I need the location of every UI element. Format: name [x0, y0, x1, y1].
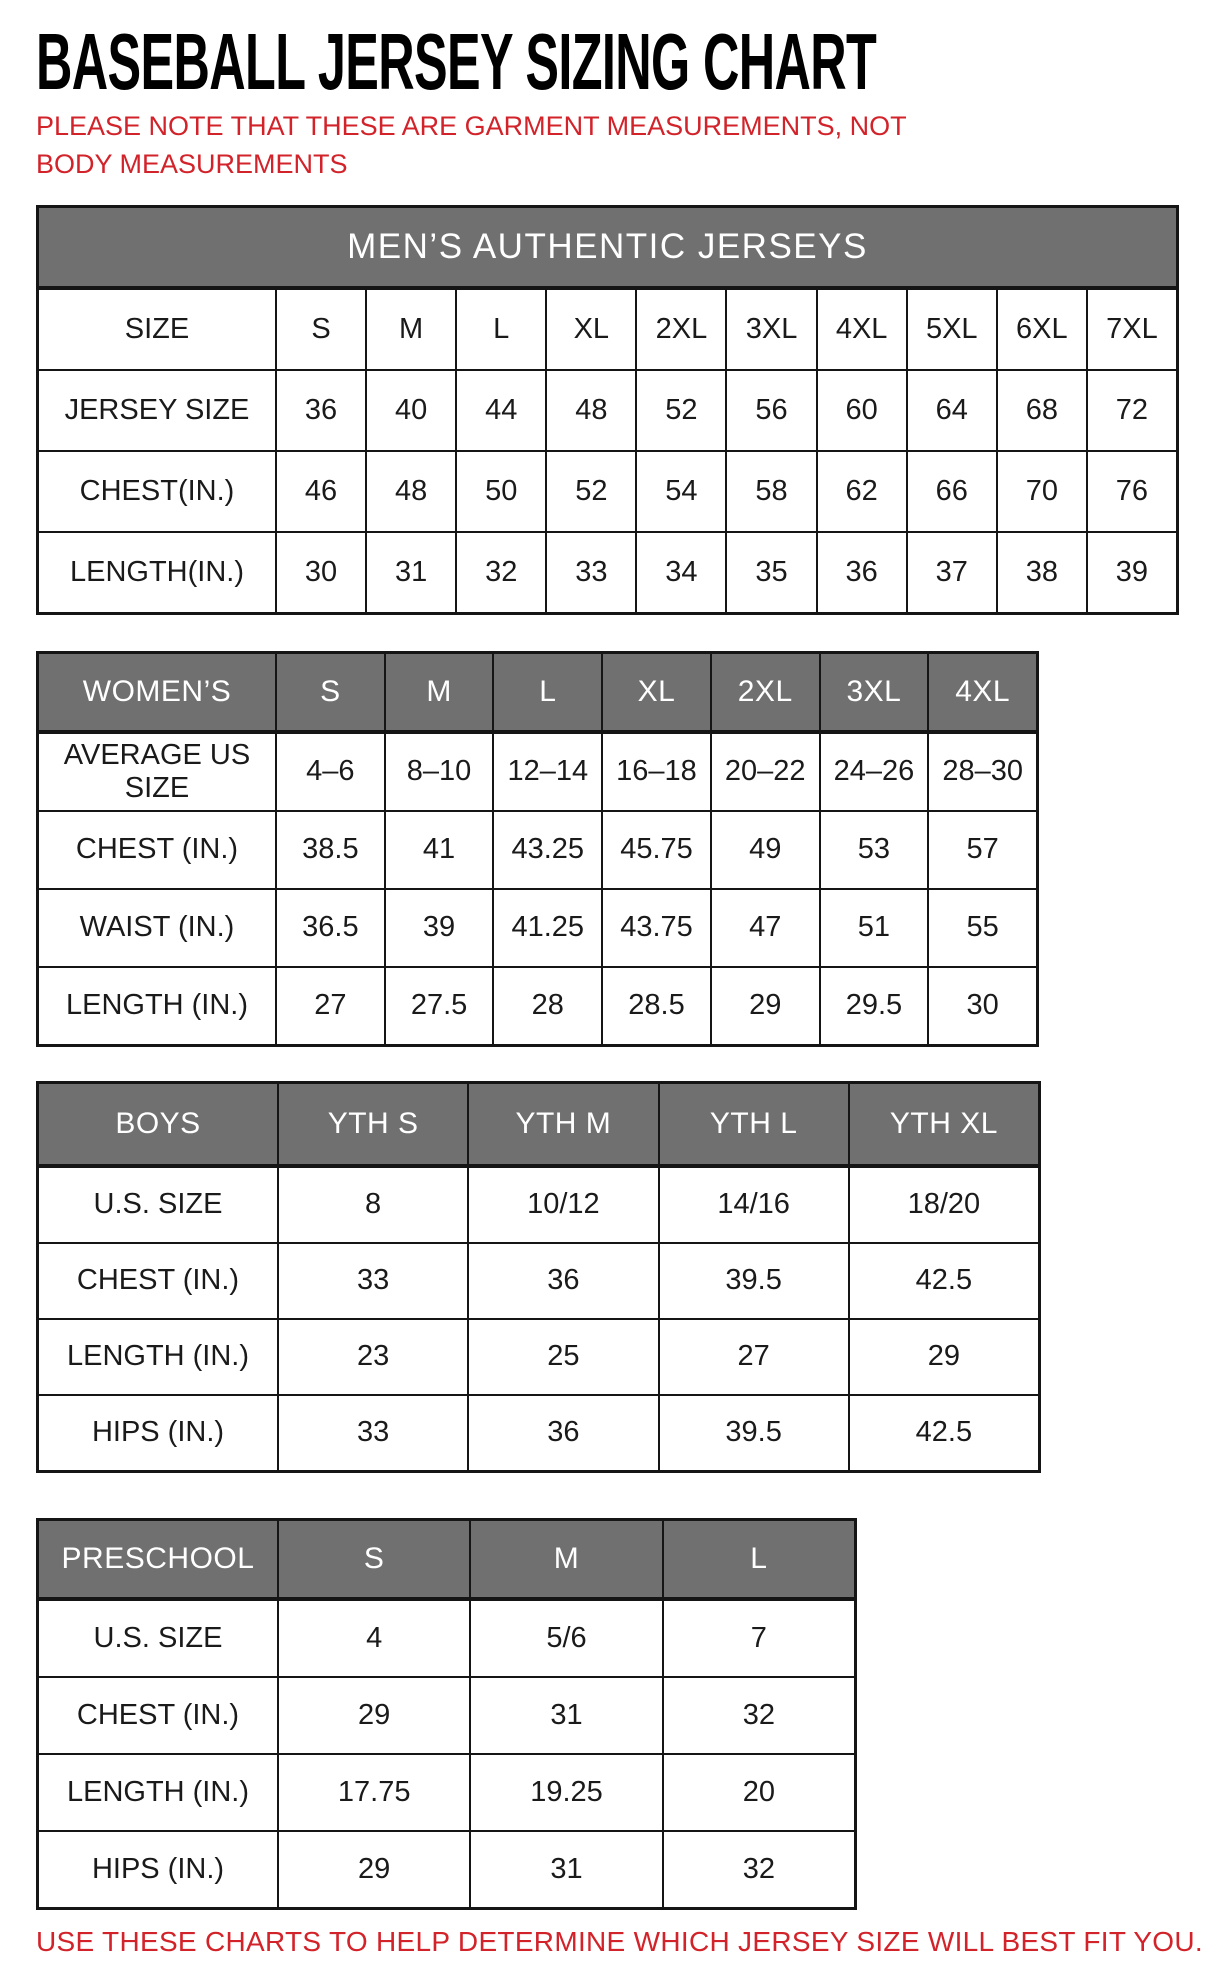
mens-row-2-label: CHEST(IN.) [38, 451, 276, 532]
mens-row-3-value-8: 38 [997, 532, 1087, 613]
womens-row-3-value-3: 28.5 [602, 967, 711, 1045]
preschool-row-0-value-2: 7 [663, 1600, 855, 1677]
mens-row-3-value-2: 32 [456, 532, 546, 613]
boys-row-0-value-2: 14/16 [659, 1167, 849, 1243]
womens-row-0-value-0: 4–6 [276, 733, 385, 811]
womens-row-1-value-4: 49 [711, 811, 820, 889]
womens-row-3-value-4: 29 [711, 967, 820, 1045]
preschool-row-0-value-1: 5/6 [470, 1600, 662, 1677]
preschool-row-0-label: U.S. SIZE [38, 1600, 278, 1677]
womens-row-2-label: WAIST (IN.) [38, 889, 276, 967]
boys-row-1-value-3: 42.5 [849, 1243, 1039, 1319]
mens-row-2-value-0: 46 [276, 451, 366, 532]
boys-row-3-value-1: 36 [468, 1395, 658, 1471]
mens-row-0-value-8: 6XL [997, 289, 1087, 370]
womens-row-3-value-5: 29.5 [820, 967, 929, 1045]
womens-header-size-5: 3XL [820, 653, 929, 733]
preschool-row-3-value-0: 29 [278, 1831, 470, 1908]
preschool-row-2-value-1: 19.25 [470, 1754, 662, 1831]
mens-row-1-value-2: 44 [456, 370, 546, 451]
mens-row-1-value-3: 48 [546, 370, 636, 451]
preschool-row-2-value-2: 20 [663, 1754, 855, 1831]
boys-row-0-value-3: 18/20 [849, 1167, 1039, 1243]
mens-row-3-value-7: 37 [907, 532, 997, 613]
womens-row-2-value-5: 51 [820, 889, 929, 967]
page-title [36, 17, 1220, 106]
boys-row-3-value-3: 42.5 [849, 1395, 1039, 1471]
mens-row-3-value-9: 39 [1087, 532, 1177, 613]
womens-row-2-value-0: 36.5 [276, 889, 385, 967]
footer-advice-text: USE THESE CHARTS TO HELP DETERMINE WHICH JERSEY SIZE WILL BEST FIT YOU. [36, 1926, 1203, 1958]
mens-row-2-value-8: 70 [997, 451, 1087, 532]
womens-row-3-value-1: 27.5 [385, 967, 494, 1045]
mens-row-2-value-3: 52 [546, 451, 636, 532]
mens-authentic-jerseys-table [36, 205, 1179, 615]
mens-row-1-value-8: 68 [997, 370, 1087, 451]
preschool-row-2-value-0: 17.75 [278, 1754, 470, 1831]
womens-row-2-value-2: 41.25 [493, 889, 602, 967]
womens-header-size-4: 2XL [711, 653, 820, 733]
womens-jerseys-table [36, 651, 1039, 1047]
mens-row-0-label: SIZE [38, 289, 276, 370]
womens-header-label: WOMEN’S [38, 653, 276, 733]
boys-row-3-value-2: 39.5 [659, 1395, 849, 1471]
mens-row-3-value-5: 35 [726, 532, 816, 613]
mens-row-2-value-2: 50 [456, 451, 546, 532]
preschool-row-2-label: LENGTH (IN.) [38, 1754, 278, 1831]
preschool-jerseys-table [36, 1518, 857, 1910]
preschool-row-3-label: HIPS (IN.) [38, 1831, 278, 1908]
womens-header-size-2: L [493, 653, 602, 733]
womens-header-size-3: XL [602, 653, 711, 733]
womens-row-0-value-4: 20–22 [711, 733, 820, 811]
mens-row-3-value-4: 34 [636, 532, 726, 613]
boys-row-1-value-2: 39.5 [659, 1243, 849, 1319]
boys-row-1-value-1: 36 [468, 1243, 658, 1319]
womens-row-1-value-0: 38.5 [276, 811, 385, 889]
mens-row-1-value-1: 40 [366, 370, 456, 451]
womens-row-1-value-6: 57 [928, 811, 1037, 889]
mens-row-1-value-0: 36 [276, 370, 366, 451]
mens-row-1-value-7: 64 [907, 370, 997, 451]
womens-row-1-value-1: 41 [385, 811, 494, 889]
mens-row-2-value-4: 54 [636, 451, 726, 532]
boys-row-2-value-1: 25 [468, 1319, 658, 1395]
page-title-text: BASEBALL JERSEY SIZING CHART [36, 17, 877, 106]
boys-row-0-label: U.S. SIZE [38, 1167, 278, 1243]
boys-row-0-value-0: 8 [278, 1167, 468, 1243]
mens-row-0-value-1: M [366, 289, 456, 370]
mens-row-2-value-1: 48 [366, 451, 456, 532]
mens-row-1-value-5: 56 [726, 370, 816, 451]
boys-row-3-label: HIPS (IN.) [38, 1395, 278, 1471]
womens-row-3-value-0: 27 [276, 967, 385, 1045]
mens-row-0-value-7: 5XL [907, 289, 997, 370]
womens-row-2-value-4: 47 [711, 889, 820, 967]
womens-row-0-label: AVERAGE US SIZE [38, 733, 276, 811]
mens-row-0-value-9: 7XL [1087, 289, 1177, 370]
womens-header-size-6: 4XL [928, 653, 1037, 733]
womens-row-2-value-1: 39 [385, 889, 494, 967]
womens-row-0-value-1: 8–10 [385, 733, 494, 811]
womens-row-3-value-2: 28 [493, 967, 602, 1045]
boys-row-2-value-3: 29 [849, 1319, 1039, 1395]
boys-row-1-value-0: 33 [278, 1243, 468, 1319]
preschool-row-0-value-0: 4 [278, 1600, 470, 1677]
mens-row-3-value-0: 30 [276, 532, 366, 613]
boys-row-2-value-0: 23 [278, 1319, 468, 1395]
preschool-row-1-label: CHEST (IN.) [38, 1677, 278, 1754]
mens-row-3-value-1: 31 [366, 532, 456, 613]
boys-header-size-2: YTH L [659, 1083, 849, 1167]
mens-row-3-value-6: 36 [817, 532, 907, 613]
womens-row-2-value-6: 55 [928, 889, 1037, 967]
preschool-header-size-1: M [470, 1520, 662, 1600]
mens-row-1-label: JERSEY SIZE [38, 370, 276, 451]
boys-row-1-label: CHEST (IN.) [38, 1243, 278, 1319]
boys-header-size-3: YTH XL [849, 1083, 1039, 1167]
mens-row-0-value-5: 3XL [726, 289, 816, 370]
mens-row-1-value-4: 52 [636, 370, 726, 451]
mens-row-1-value-9: 72 [1087, 370, 1177, 451]
boys-row-0-value-1: 10/12 [468, 1167, 658, 1243]
boys-row-2-label: LENGTH (IN.) [38, 1319, 278, 1395]
mens-row-0-value-0: S [276, 289, 366, 370]
boys-row-2-value-2: 27 [659, 1319, 849, 1395]
mens-row-0-value-6: 4XL [817, 289, 907, 370]
mens-row-0-value-3: XL [546, 289, 636, 370]
mens-table-banner: MEN’S AUTHENTIC JERSEYS [38, 207, 1177, 289]
mens-row-3-label: LENGTH(IN.) [38, 532, 276, 613]
preschool-row-1-value-1: 31 [470, 1677, 662, 1754]
womens-header-size-0: S [276, 653, 385, 733]
preschool-row-3-value-1: 31 [470, 1831, 662, 1908]
womens-row-0-value-2: 12–14 [493, 733, 602, 811]
boys-header-size-0: YTH S [278, 1083, 468, 1167]
womens-row-2-value-3: 43.75 [602, 889, 711, 967]
womens-row-0-value-6: 28–30 [928, 733, 1037, 811]
mens-row-2-value-5: 58 [726, 451, 816, 532]
preschool-row-3-value-2: 32 [663, 1831, 855, 1908]
womens-row-3-label: LENGTH (IN.) [38, 967, 276, 1045]
preschool-header-size-0: S [278, 1520, 470, 1600]
womens-row-0-value-3: 16–18 [602, 733, 711, 811]
mens-row-0-value-4: 2XL [636, 289, 726, 370]
boys-header-label: BOYS [38, 1083, 278, 1167]
mens-row-2-value-7: 66 [907, 451, 997, 532]
womens-header-size-1: M [385, 653, 494, 733]
preschool-header-label: PRESCHOOL [38, 1520, 278, 1600]
garment-measurement-note: PLEASE NOTE THAT THESE ARE GARMENT MEASUREMENTS, NOT BODY MEASUREMENTS [36, 111, 907, 179]
mens-row-2-value-6: 62 [817, 451, 907, 532]
womens-row-1-value-3: 45.75 [602, 811, 711, 889]
preschool-header-size-2: L [663, 1520, 855, 1600]
mens-row-1-value-6: 60 [817, 370, 907, 451]
preschool-row-1-value-2: 32 [663, 1677, 855, 1754]
preschool-row-1-value-0: 29 [278, 1677, 470, 1754]
boys-jerseys-table [36, 1081, 1041, 1473]
boys-header-size-1: YTH M [468, 1083, 658, 1167]
womens-row-1-label: CHEST (IN.) [38, 811, 276, 889]
womens-row-1-value-2: 43.25 [493, 811, 602, 889]
womens-row-0-value-5: 24–26 [820, 733, 929, 811]
womens-row-3-value-6: 30 [928, 967, 1037, 1045]
boys-row-3-value-0: 33 [278, 1395, 468, 1471]
mens-row-2-value-9: 76 [1087, 451, 1177, 532]
mens-row-0-value-2: L [456, 289, 546, 370]
mens-row-3-value-3: 33 [546, 532, 636, 613]
womens-row-1-value-5: 53 [820, 811, 929, 889]
